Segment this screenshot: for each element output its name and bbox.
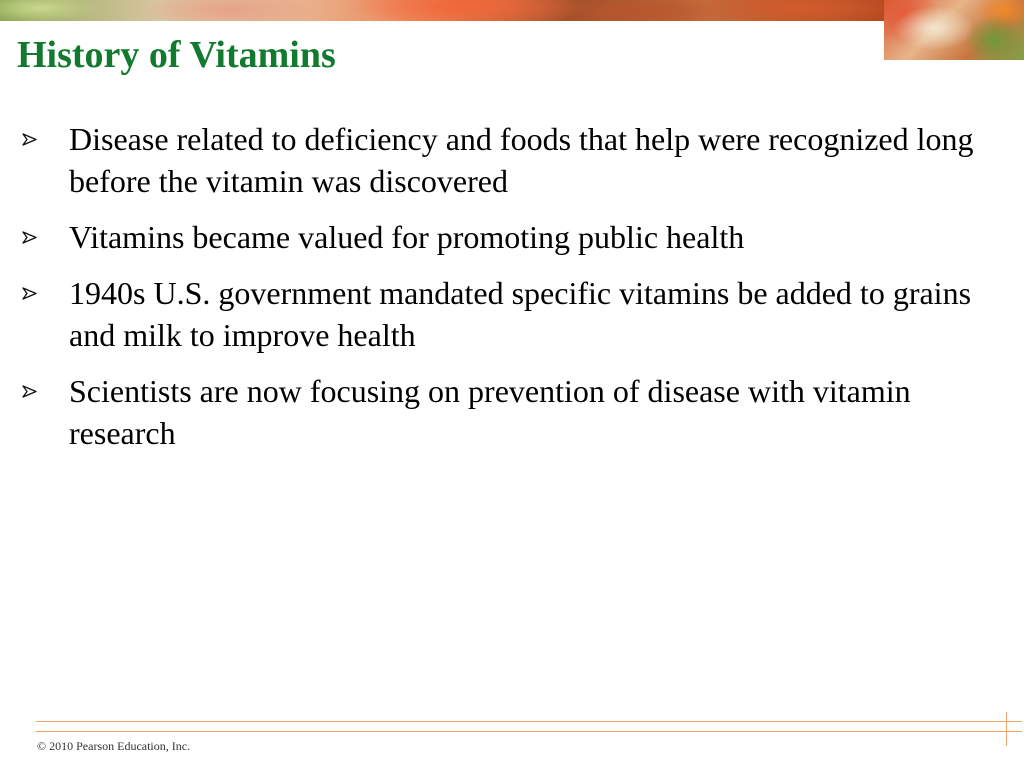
footer-divider-top xyxy=(36,721,1022,722)
bullet-text: Vitamins became valued for promoting public health xyxy=(69,219,745,255)
footer-divider-bottom xyxy=(36,731,1022,732)
copyright-notice: © 2010 Pearson Education, Inc. xyxy=(37,739,191,753)
footer-divider-vertical xyxy=(1006,712,1007,746)
slide-title: History of Vitamins xyxy=(17,34,336,76)
arrowhead-bullet-icon xyxy=(20,370,40,412)
bullet-text: Disease related to deficiency and foods that help were recognized long before the vitamin was discovered xyxy=(69,121,974,199)
arrowhead-bullet-icon xyxy=(20,216,40,258)
bullet-item xyxy=(20,272,980,356)
bullet-text: Scientists are now focusing on prevention of disease with vitamin research xyxy=(69,373,911,451)
arrowhead-bullet-icon xyxy=(20,118,40,160)
corner-food-photo xyxy=(884,0,1024,60)
bullet-list xyxy=(20,118,980,468)
arrowhead-bullet-icon xyxy=(20,272,40,314)
bullet-item xyxy=(20,370,980,454)
bullet-text: 1940s U.S. government mandated specific vitamins be added to grains and milk to improve health xyxy=(69,275,972,353)
bullet-item xyxy=(20,216,980,258)
bullet-item xyxy=(20,118,980,202)
top-banner-image xyxy=(0,0,884,21)
